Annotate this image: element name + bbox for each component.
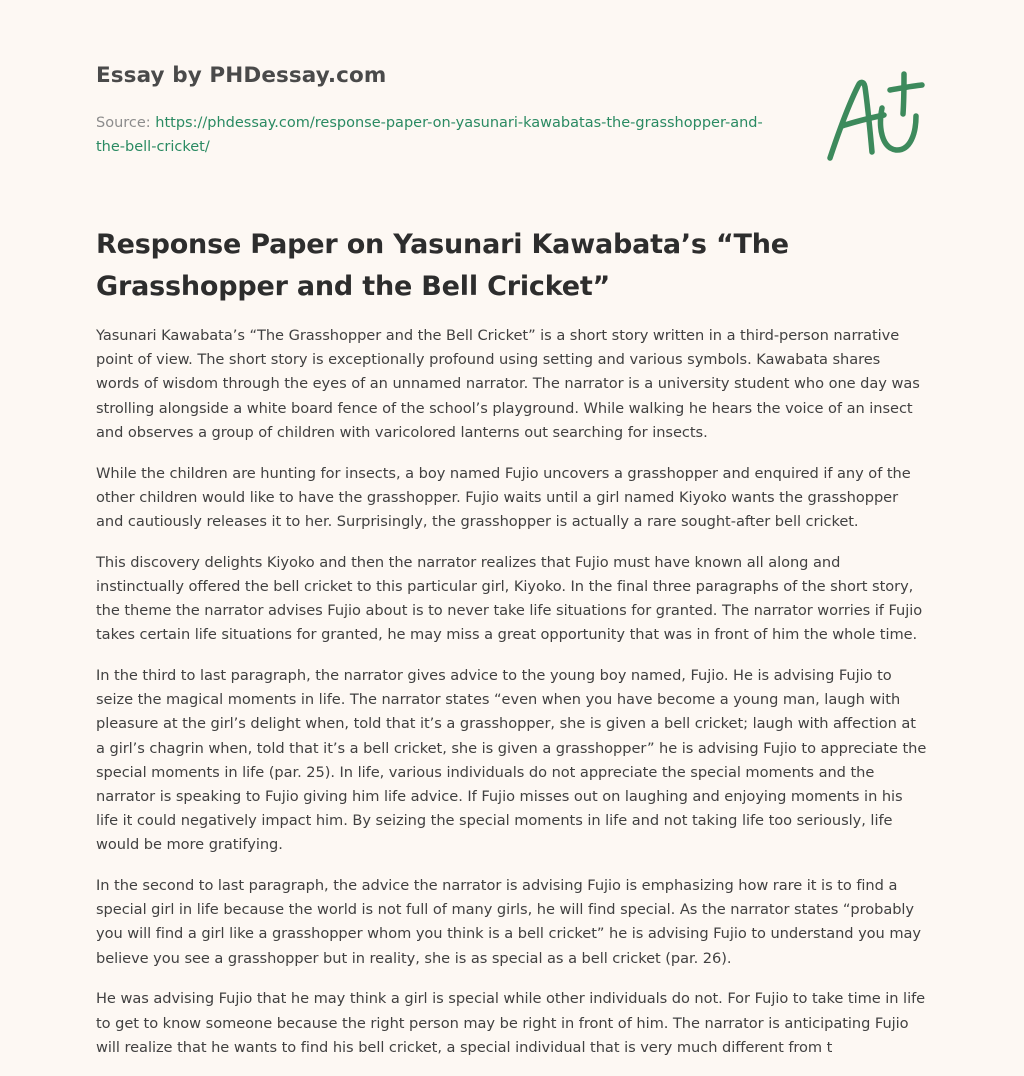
essay-title: Response Paper on Yasunari Kawabata’s “The Grasshopper and the Bell Cricket” — [96, 229, 789, 302]
source-link[interactable]: https://phdessay.com/response-paper-on-yasunari-kawabatas-the-grasshopper-and-the-bell-cricket/ — [96, 115, 763, 155]
essay-paragraph: This discovery delights Kiyoko and then the narrator realizes that Fujio must have known all along and instinctually offered the bell cricket to this particular girl, Kiyoko. In the final three paragraphs of the short story, the theme the narrator advises Fujio about is to never take life situations for granted. The narrator worries if Fujio takes certain life situations for granted, he may miss a great opportunity that was in front of him the whole time. — [96, 553, 923, 644]
source-line — [96, 111, 786, 159]
essay-paragraph: Yasunari Kawabata’s “The Grasshopper and the Bell Cricket” is a short story written in a third-person narrative point of view. The short story is exceptionally profound using setting and various symbols. Kawabata shares words of wisdom through the eyes of an unnamed narrator. The narrator is a university student who one day was strolling alongside a white board fence of the school’s playground. While walking he hears the voice of an insect and observes a group of children with varicolored lanterns out searching for insects. — [96, 327, 920, 441]
source-label: Source: — [96, 115, 151, 131]
essay-paragraph: He was advising Fujio that he may think a girl is special while other individuals do not. For Fujio to take time in life to get to know someone because the right person may be right in front of him. The narrator is anticipating Fujio will realize that he wants to find his bell cricket, a special individual that is very much different from t — [96, 990, 926, 1056]
essay-body — [96, 324, 928, 1076]
site-brand: Essay by PHDessay.com — [96, 63, 387, 88]
essay-paragraph: While the children are hunting for insects, a boy named Fujio uncovers a grasshopper and enquired if any of the other children would like to have the grasshopper. Fujio waits until a girl named Kiyoko wants the grasshopper and cautiously releases it to her. Surprisingly, the grasshopper is actually a rare sought-after bell cricket. — [96, 464, 911, 530]
a-plus-logo-icon — [824, 68, 928, 164]
essay-paragraph: In the third to last paragraph, the narrator gives advice to the young boy named, Fujio. He is advising Fujio to seize the magical moments in life. The narrator states “even when you have become a young man, laugh with pleasure at the girl’s delight when, told that it’s a grasshopper, she is given a bell cricket; laugh with affection at a girl’s chagrin when, told that it’s a bell cricket, she is given a grasshopper” he is advising Fujio to appreciate the special moments in life (par. 25). In life, various individuals do not appreciate the special moments and the narrator is speaking to Fujio giving him life advice. If Fujio misses out on laughing and enjoying moments in his life it could negatively impact him. By seizing the special moments in life and not taking life too seriously, life would be more gratifying. — [96, 666, 927, 854]
essay-paragraph: In the second to last paragraph, the advice the narrator is advising Fujio is emphasizing how rare it is to find a special girl in life because the world is not full of many girls, he will find special. As the narrator states “probably you will find a girl like a grasshopper whom you think is a bell cricket” he is advising Fujio to understand you may believe you see a grasshopper but in reality, she is as special as a bell cricket (par. 26). — [96, 877, 921, 967]
